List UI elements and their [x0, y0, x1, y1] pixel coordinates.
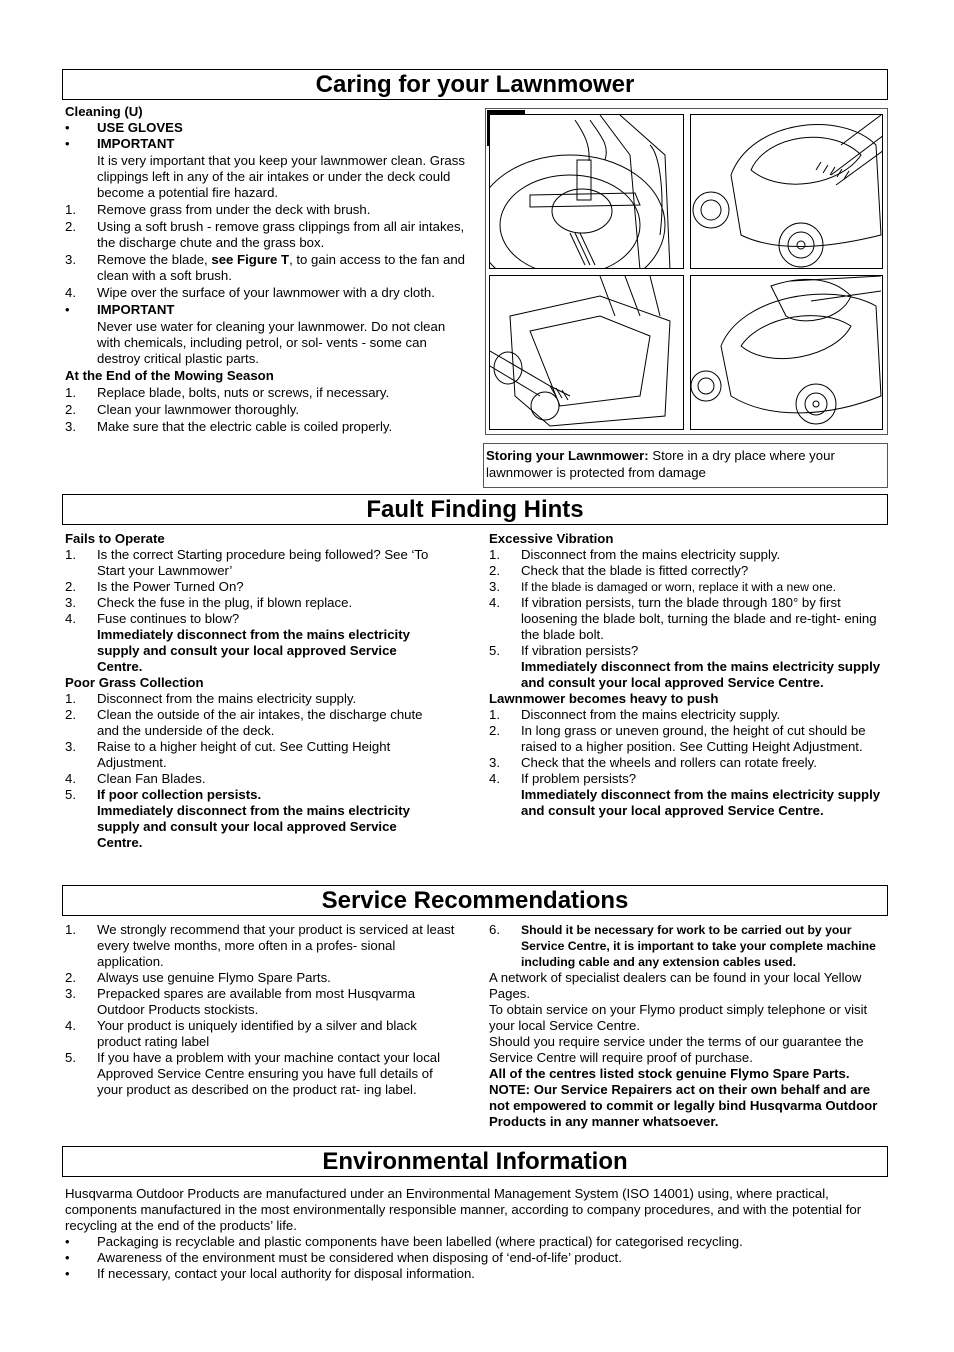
list-item: 1. Disconnect from the mains electricity supply. — [65, 691, 357, 706]
warning-text: Immediately disconnect from the mains electricity supply and consult your local approved Service Centre. — [521, 659, 881, 690]
list-item: 1. Replace blade, bolts, nuts or screws, if necessary. — [65, 385, 390, 400]
list-item: 2. Clean your lawnmower thoroughly. — [65, 402, 300, 417]
service-paragraph: Should you require service under the terms of our guarantee the Service Centre will require proof of purchase. — [489, 1034, 864, 1065]
list-item: • USE GLOVES — [65, 120, 183, 135]
list-item: 5. If you have a problem with your machine contact your local Approved Service Centre ensuring you have full details of your product as described on the product rat- ing label. — [65, 1050, 441, 1097]
warning-text: Immediately disconnect from the mains electricity supply and consult your local approved Service Centre. — [97, 627, 410, 674]
list-item: • Awareness of the environment must be considered when disposing of ‘end-of-life’ product. — [65, 1250, 622, 1265]
warning-text: Immediately disconnect from the mains electricity supply and consult your local approved Service Centre. — [521, 787, 881, 818]
list-item: • IMPORTANT — [65, 302, 175, 317]
list-item: 1. Remove grass from under the deck with brush. — [65, 202, 371, 217]
list-item: • Packaging is recyclable and plastic components have been labelled (where practical) for categorised recycling. — [65, 1234, 743, 1249]
gloves-warning: USE GLOVES — [97, 120, 183, 135]
list-item: 4. If vibration persists, turn the blade through 180° by first loosening the blade bolt, turning the blade and re-tight- ening the blade bolt. — [489, 595, 877, 642]
vibration-heading: Excessive Vibration — [489, 531, 614, 546]
underside-cleaning-illustration — [490, 276, 684, 430]
list-item: 3. Raise to a higher height of cut. See Cutting Height Adjustment. — [65, 739, 391, 770]
important-label: IMPORTANT — [97, 136, 175, 151]
cleaning-column — [65, 104, 467, 435]
intake-cleaning-illustration — [691, 115, 883, 269]
service-note: NOTE: Our Service Repairers act on their own behalf and are not empowered to commit or legally bind Husqvarma Outdoor Products in any manner whatsoever. — [489, 1082, 878, 1129]
list-item: 3. Prepacked spares are available from most Husqvarma Outdoor Products stockists. — [65, 986, 416, 1017]
service-right-column — [489, 922, 889, 1130]
figure-panel-blade-brush — [489, 114, 684, 269]
important-text: It is very important that you keep your lawnmower clean. Grass clippings left in any of the air intakes or under the deck could become a potential fire hazard. — [97, 153, 465, 200]
list-item: 3. Check that the wheels and rollers can rotate freely. — [489, 755, 817, 770]
environmental-body — [65, 1186, 887, 1282]
service-paragraph: To obtain service on your Flymo product simply telephone or visit your local Service Centre. — [489, 1002, 868, 1033]
fails-heading: Fails to Operate — [65, 531, 165, 546]
list-item: 4. If problem persists? — [489, 771, 637, 786]
warning-text: Immediately disconnect from the mains electricity supply and consult your local approved Service Centre. — [97, 803, 410, 850]
list-item: 2. Check that the blade is fitted correctly? — [489, 563, 749, 578]
important-text: Never use water for cleaning your lawnmower. Do not clean with chemicals, including petrol, or sol- vents - some can destroy critical plastic parts. — [97, 319, 446, 366]
service-paragraph: All of the centres listed stock genuine Flymo Spare Parts. — [489, 1066, 850, 1081]
storing-note: Storing your Lawnmower: Store in a dry place where your lawnmower is protected from damage — [483, 443, 888, 488]
list-item: 6. Should it be necessary for work to be carried out by your Service Centre, it is important to take your complete machine including cable and any extension cables used. — [489, 922, 876, 969]
service-left-column — [65, 922, 460, 1098]
list-item: 4. Fuse continues to blow? — [65, 611, 240, 626]
list-item: 5. If vibration persists? — [489, 643, 639, 658]
list-item: 3. Remove the blade, see Figure T, to gain access to the fan and clean with a soft brush. — [65, 252, 466, 283]
heavy-heading: Lawnmower becomes heavy to push — [489, 691, 719, 706]
list-item: • If necessary, contact your local authority for disposal information. — [65, 1266, 475, 1281]
list-item: 3. If the blade is damaged or worn, replace it with a new one. — [489, 579, 837, 594]
list-item: 2. Is the Power Turned On? — [65, 579, 244, 594]
figure-panel-wipe-cloth — [690, 275, 883, 430]
list-item: 1. Is the correct Starting procedure being followed? See ‘To Start your Lawnmower’ — [65, 547, 429, 578]
service-section-title: Service Recommendations — [62, 885, 888, 916]
important-label: IMPORTANT — [97, 302, 175, 317]
environmental-section-title: Environmental Information — [62, 1146, 888, 1177]
list-item: 2. Always use genuine Flymo Spare Parts. — [65, 970, 331, 985]
list-item: 1. Disconnect from the mains electricity supply. — [489, 707, 781, 722]
list-item: 3. Make sure that the electric cable is coiled properly. — [65, 419, 393, 434]
figure-panel-intake-brush — [690, 114, 883, 269]
season-heading: At the End of the Mowing Season — [65, 368, 274, 383]
fault-section-title: Fault Finding Hints — [62, 494, 888, 525]
environmental-intro: Husqvarma Outdoor Products are manufactured under an Environmental Management System (ISO 14001) using, where practical, components manufactured in the most environmentally responsible manner, according to company procedures, and with the potential for recycling at the end of the products’ life. — [65, 1186, 862, 1233]
list-item: 2. In long grass or uneven ground, the height of cut should be raised to a higher position. See Cutting Height Adjustment. — [489, 723, 866, 754]
service-paragraph: A network of specialist dealers can be found in your local Yellow Pages. — [489, 970, 862, 1001]
caring-section-title: Caring for your Lawnmower — [62, 69, 888, 100]
cleaning-heading: Cleaning (U) — [65, 104, 143, 119]
list-item: 1. Disconnect from the mains electricity supply. — [489, 547, 781, 562]
blade-cleaning-illustration — [490, 115, 684, 269]
list-item: 2. Using a soft brush - remove grass clippings from all air intakes, the discharge chute and the grass box. — [65, 219, 465, 250]
poor-heading: Poor Grass Collection — [65, 675, 204, 690]
list-item: 4. Your product is uniquely identified by a silver and black product rating label — [65, 1018, 417, 1049]
list-item: 4. Wipe over the surface of your lawnmower with a dry cloth. — [65, 285, 435, 300]
fault-right-column — [489, 531, 885, 819]
wipe-cloth-illustration — [691, 276, 883, 430]
list-item: 1. We strongly recommend that your product is serviced at least every twelve months, more often in a profes- sional application. — [65, 922, 455, 969]
fault-left-column — [65, 531, 445, 851]
list-item: 2. Clean the outside of the air intakes, the discharge chute and the underside of the deck. — [65, 707, 423, 738]
list-item: 3. Check the fuse in the plug, if blown replace. — [65, 595, 353, 610]
list-item: 5. If poor collection persists. — [65, 787, 262, 802]
list-item: • IMPORTANT — [65, 136, 175, 151]
figure-panel-underside-brush — [489, 275, 684, 430]
list-item: 4. Clean Fan Blades. — [65, 771, 206, 786]
